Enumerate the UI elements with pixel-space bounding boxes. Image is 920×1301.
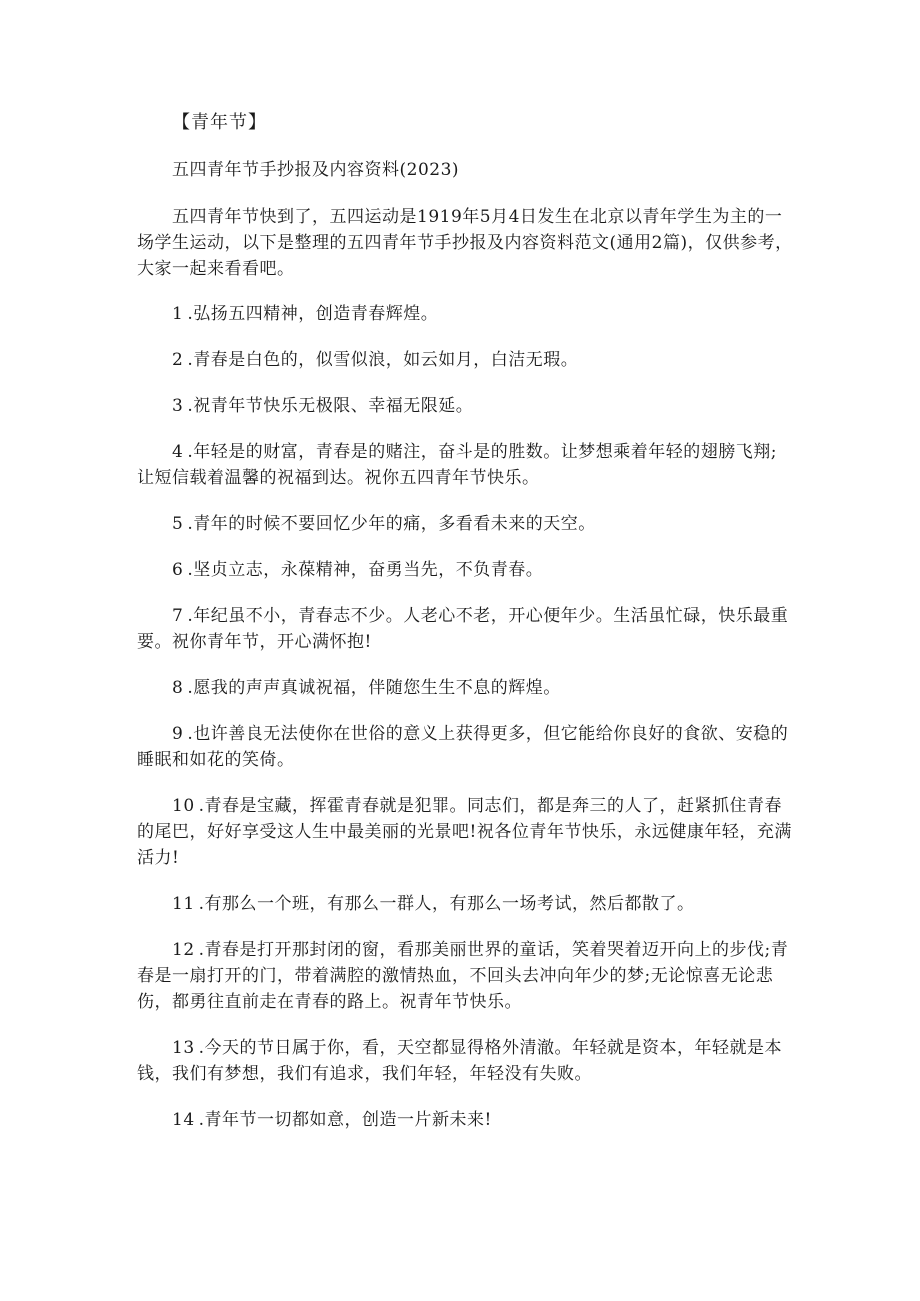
item-number: 4 — [172, 442, 184, 462]
item-number: 11 — [172, 894, 195, 914]
item-text: .青年的时候不要回忆少年的痛，多看看未来的天空。 — [187, 514, 596, 534]
item-number: 8 — [172, 678, 184, 698]
list-item — [137, 793, 793, 871]
item-number: 2 — [172, 350, 184, 370]
document-subtitle: 五四青年节手抄报及内容资料(2023) — [172, 160, 460, 180]
item-text: .青春是白色的，似雪似浪，如云如月，白洁无瑕。 — [187, 350, 579, 370]
list-item — [137, 347, 793, 373]
item-text: .愿我的声声真诚祝福，伴随您生生不息的辉煌。 — [187, 678, 561, 698]
item-number: 5 — [172, 514, 184, 534]
item-text: .青年节一切都如意，创造一片新未来! — [198, 1110, 492, 1130]
item-text: .弘扬五四精神，创造青春辉煌。 — [187, 304, 439, 324]
item-number: 13 — [172, 1038, 195, 1058]
item-number: 12 — [172, 940, 195, 960]
item-number: 3 — [172, 396, 184, 416]
item-text: .祝青年节快乐无极限、幸福无限延。 — [187, 396, 474, 416]
list-item — [137, 301, 793, 327]
list-item — [137, 1035, 793, 1087]
item-number: 14 — [172, 1110, 195, 1130]
list-item — [137, 603, 793, 655]
list-item — [137, 937, 793, 1015]
intro-paragraph: 五四青年节快到了，五四运动是1919年5月4日发生在北京以青年学生为主的一场学生运动，以下是整理的五四青年节手抄报及内容资料范文(通用2篇)，仅供参考，大家一起来看看吧。 — [137, 207, 793, 279]
list-item — [137, 675, 793, 701]
item-text: .今天的节日属于你，看，天空都显得格外清澈。年轻就是资本，年轻就是本钱，我们有梦想，我们有追求，我们年轻，年轻没有失败。 — [137, 1038, 783, 1084]
item-number: 6 — [172, 560, 184, 580]
list-item — [137, 557, 793, 583]
item-number: 9 — [172, 724, 184, 744]
list-item — [137, 511, 793, 537]
item-text: .青春是宝藏，挥霍青春就是犯罪。同志们，都是奔三的人了，赶紧抓住青春的尾巴，好好享受这人生中最美丽的光景吧!祝各位青年节快乐，永远健康年轻，充满活力! — [137, 796, 792, 868]
list-item — [137, 721, 793, 773]
list-item — [137, 439, 793, 491]
list-item — [137, 891, 793, 917]
item-number: 10 — [172, 796, 195, 816]
item-text: .年轻是的财富，青春是的赌注，奋斗是的胜数。让梦想乘着年轻的翅膀飞翔;让短信载着温馨的祝福到达。祝你五四青年节快乐。 — [137, 442, 777, 488]
document-page — [137, 108, 793, 1153]
item-text: .也许善良无法使你在世俗的意义上获得更多，但它能给你良好的食欲、安稳的睡眠和如花的笑倚。 — [137, 724, 789, 770]
item-text: .年纪虽不小，青春志不少。人老心不老，开心便年少。生活虽忙碌，快乐最重要。祝你青年节，开心满怀抱! — [137, 606, 789, 652]
item-list — [137, 301, 793, 1133]
item-number: 7 — [172, 606, 184, 626]
item-number: 1 — [172, 304, 184, 324]
item-text: .有那么一个班，有那么一群人，有那么一场考试，然后都散了。 — [198, 894, 695, 914]
item-text: .青春是打开那封闭的窗，看那美丽世界的童话，笑着哭着迈开向上的步伐;青春是一扇打开的门，带着满腔的激情热血，不回头去冲向年少的梦;无论惊喜无论悲伤，都勇往直前走在青春的路上。祝青年节快乐。 — [137, 940, 789, 1012]
list-item — [137, 393, 793, 419]
section-tag: 【青年节】 — [172, 112, 267, 133]
item-text: .坚贞立志，永葆精神，奋勇当先，不负青春。 — [187, 560, 544, 580]
list-item — [137, 1107, 793, 1133]
